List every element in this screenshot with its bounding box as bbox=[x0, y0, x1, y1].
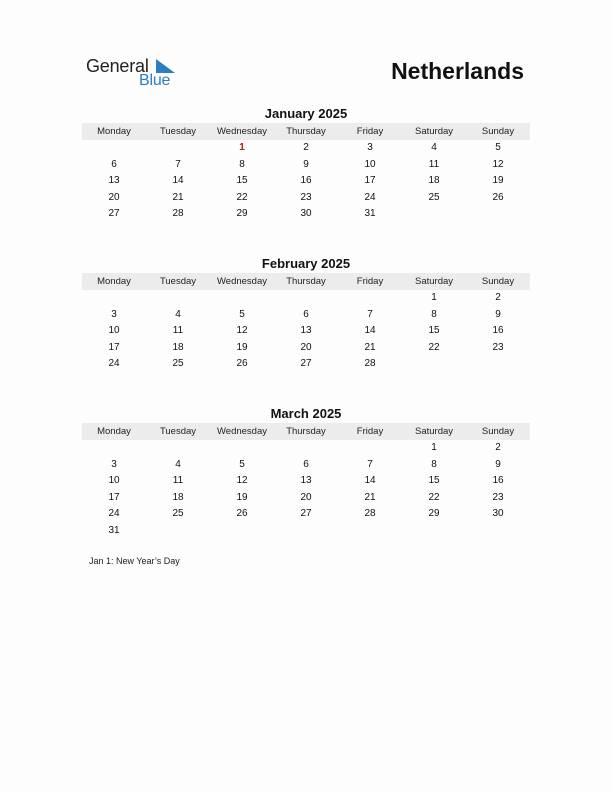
day-cell: 21 bbox=[364, 341, 376, 353]
day-cell bbox=[146, 440, 210, 457]
day-cell bbox=[274, 290, 338, 307]
day-cell: 9 bbox=[495, 308, 501, 320]
weekday-label: Monday bbox=[97, 276, 131, 287]
day-cell: 8 bbox=[431, 458, 437, 470]
weekday-label: Thursday bbox=[286, 276, 326, 287]
weekday-label: Friday bbox=[356, 276, 384, 287]
day-cell bbox=[338, 523, 402, 540]
week-row bbox=[82, 340, 530, 357]
day-cell bbox=[210, 440, 274, 457]
day-cell: 30 bbox=[492, 508, 504, 520]
day-cell: 28 bbox=[364, 358, 376, 370]
day-cell: 21 bbox=[172, 191, 184, 203]
week-row bbox=[82, 307, 530, 324]
weekday-label: Wednesday bbox=[217, 276, 267, 287]
generalblue-logo bbox=[86, 56, 186, 92]
day-cell: 20 bbox=[108, 191, 120, 203]
day-cell: 6 bbox=[111, 158, 117, 170]
logo-text-blue: Blue bbox=[139, 72, 171, 89]
day-cell bbox=[82, 440, 146, 457]
weekday-label: Monday bbox=[97, 426, 131, 437]
day-cell: 22 bbox=[428, 341, 440, 353]
week-row bbox=[82, 523, 530, 540]
day-cell: 11 bbox=[428, 158, 440, 170]
day-cell: 22 bbox=[236, 191, 248, 203]
week-row bbox=[82, 323, 530, 340]
week-row bbox=[82, 206, 530, 223]
month-title: February 2025 bbox=[261, 256, 351, 271]
weekday-label: Tuesday bbox=[159, 126, 197, 137]
day-cell bbox=[466, 523, 530, 540]
day-cell: 2 bbox=[495, 292, 501, 303]
day-cell bbox=[146, 290, 210, 307]
day-cell: 12 bbox=[236, 475, 248, 487]
day-cell bbox=[274, 440, 338, 457]
day-cell: 3 bbox=[367, 142, 373, 153]
day-cell: 9 bbox=[495, 458, 501, 470]
day-cell bbox=[210, 523, 274, 540]
day-cell: 7 bbox=[367, 308, 373, 320]
month-title: March 2025 bbox=[270, 406, 342, 421]
weekday-label: Saturday bbox=[414, 276, 454, 287]
day-cell: 24 bbox=[108, 508, 120, 520]
day-cell bbox=[274, 523, 338, 540]
day-cell: 17 bbox=[364, 175, 376, 187]
day-cell: 29 bbox=[428, 508, 440, 520]
week-row bbox=[82, 290, 530, 307]
day-cell: 1 bbox=[431, 442, 437, 453]
day-cell bbox=[338, 290, 402, 307]
day-cell: 26 bbox=[236, 508, 248, 520]
day-cell: 3 bbox=[111, 458, 117, 470]
day-cell: 28 bbox=[364, 508, 376, 520]
day-cell: 2 bbox=[495, 442, 501, 453]
day-cell: 23 bbox=[492, 341, 504, 353]
weekday-label: Wednesday bbox=[217, 126, 267, 137]
weekday-label: Friday bbox=[356, 426, 384, 437]
day-cell bbox=[210, 290, 274, 307]
country-title: Netherlands bbox=[391, 58, 524, 84]
day-cell: 13 bbox=[300, 475, 312, 487]
day-cell: 8 bbox=[431, 308, 437, 320]
day-cell: 11 bbox=[172, 325, 184, 337]
day-cell: 30 bbox=[300, 208, 312, 220]
holiday-note: Jan 1: New Year’s Day bbox=[89, 556, 180, 566]
day-cell: 18 bbox=[172, 341, 184, 353]
weekday-label: Wednesday bbox=[217, 426, 267, 437]
day-cell: 2 bbox=[303, 142, 309, 153]
day-cell: 14 bbox=[364, 475, 376, 487]
day-cell bbox=[82, 140, 146, 157]
day-cell: 4 bbox=[175, 458, 181, 470]
day-cell: 1 bbox=[431, 292, 437, 303]
day-cell: 25 bbox=[428, 191, 440, 203]
day-cell: 25 bbox=[172, 358, 184, 370]
week-row bbox=[82, 173, 530, 190]
week-row bbox=[82, 157, 530, 174]
day-cell: 19 bbox=[236, 491, 248, 503]
day-cell: 10 bbox=[364, 158, 376, 170]
day-cell bbox=[146, 140, 210, 157]
weekday-label: Monday bbox=[97, 126, 131, 137]
day-cell: 24 bbox=[108, 358, 120, 370]
day-cell: 9 bbox=[303, 158, 309, 170]
day-cell bbox=[466, 356, 530, 373]
day-cell: 31 bbox=[108, 524, 120, 536]
week-row bbox=[82, 457, 530, 474]
day-cell bbox=[402, 356, 466, 373]
day-cell: 5 bbox=[239, 458, 245, 470]
weekday-header-row bbox=[82, 123, 530, 140]
day-cell: 4 bbox=[431, 142, 437, 153]
weekday-label: Tuesday bbox=[159, 426, 197, 437]
day-cell: 27 bbox=[300, 358, 312, 370]
day-cell bbox=[146, 523, 210, 540]
week-row bbox=[82, 506, 530, 523]
month-block bbox=[82, 256, 530, 373]
day-cell: 20 bbox=[300, 491, 312, 503]
day-cell: 19 bbox=[492, 175, 504, 187]
weekday-label: Saturday bbox=[414, 126, 454, 137]
day-cell: 14 bbox=[364, 325, 376, 337]
day-cell: 12 bbox=[492, 158, 504, 170]
day-cell: 22 bbox=[428, 491, 440, 503]
weekday-label: Sunday bbox=[481, 126, 515, 137]
day-cell: 24 bbox=[364, 191, 376, 203]
day-cell: 27 bbox=[108, 208, 120, 220]
day-cell: 1 bbox=[239, 142, 245, 153]
logo-text-general: General bbox=[86, 56, 149, 76]
day-cell: 5 bbox=[495, 142, 501, 153]
day-cell: 10 bbox=[108, 475, 120, 487]
day-cell: 15 bbox=[236, 175, 248, 187]
weekday-label: Friday bbox=[356, 126, 384, 137]
month-block bbox=[82, 406, 530, 540]
day-cell: 21 bbox=[364, 491, 376, 503]
day-cell bbox=[338, 440, 402, 457]
weekday-label: Thursday bbox=[286, 126, 326, 137]
week-row bbox=[82, 473, 530, 490]
day-cell: 16 bbox=[492, 325, 504, 337]
day-cell: 7 bbox=[367, 458, 373, 470]
weekday-label: Sunday bbox=[481, 276, 515, 287]
weekday-label: Saturday bbox=[414, 426, 454, 437]
day-cell: 29 bbox=[236, 208, 248, 220]
day-cell: 17 bbox=[108, 491, 120, 503]
day-cell: 17 bbox=[108, 341, 120, 353]
day-cell: 20 bbox=[300, 341, 312, 353]
day-cell: 25 bbox=[172, 508, 184, 520]
day-cell: 6 bbox=[303, 458, 309, 470]
day-cell: 5 bbox=[239, 308, 245, 320]
day-cell: 26 bbox=[492, 191, 504, 203]
weekday-header-row bbox=[82, 423, 530, 440]
day-cell: 18 bbox=[172, 491, 184, 503]
day-cell: 16 bbox=[300, 175, 312, 187]
day-cell: 13 bbox=[108, 175, 120, 187]
day-cell bbox=[82, 290, 146, 307]
weekday-header-row bbox=[82, 273, 530, 290]
day-cell: 23 bbox=[300, 191, 312, 203]
weekday-label: Tuesday bbox=[159, 276, 197, 287]
day-cell: 12 bbox=[236, 325, 248, 337]
day-cell: 31 bbox=[364, 208, 376, 220]
week-row bbox=[82, 140, 530, 157]
day-cell: 14 bbox=[172, 175, 184, 187]
day-cell bbox=[466, 206, 530, 223]
day-cell: 23 bbox=[492, 491, 504, 503]
day-cell: 13 bbox=[300, 325, 312, 337]
day-cell: 15 bbox=[428, 475, 440, 487]
day-cell: 7 bbox=[175, 158, 181, 170]
weekday-label: Thursday bbox=[286, 426, 326, 437]
day-cell: 15 bbox=[428, 325, 440, 337]
month-title: January 2025 bbox=[264, 106, 348, 121]
week-row bbox=[82, 190, 530, 207]
day-cell: 10 bbox=[108, 325, 120, 337]
day-cell: 6 bbox=[303, 308, 309, 320]
day-cell: 19 bbox=[236, 341, 248, 353]
week-row bbox=[82, 440, 530, 457]
day-cell: 28 bbox=[172, 208, 184, 220]
day-cell: 16 bbox=[492, 475, 504, 487]
day-cell: 8 bbox=[239, 158, 245, 170]
day-cell: 4 bbox=[175, 308, 181, 320]
day-cell bbox=[402, 523, 466, 540]
day-cell: 26 bbox=[236, 358, 248, 370]
day-cell: 27 bbox=[300, 508, 312, 520]
month-block bbox=[82, 106, 530, 223]
day-cell: 3 bbox=[111, 308, 117, 320]
day-cell: 11 bbox=[172, 475, 184, 487]
day-cell bbox=[402, 206, 466, 223]
day-cell: 18 bbox=[428, 175, 440, 187]
week-row bbox=[82, 490, 530, 507]
weekday-label: Sunday bbox=[481, 426, 515, 437]
week-row bbox=[82, 356, 530, 373]
